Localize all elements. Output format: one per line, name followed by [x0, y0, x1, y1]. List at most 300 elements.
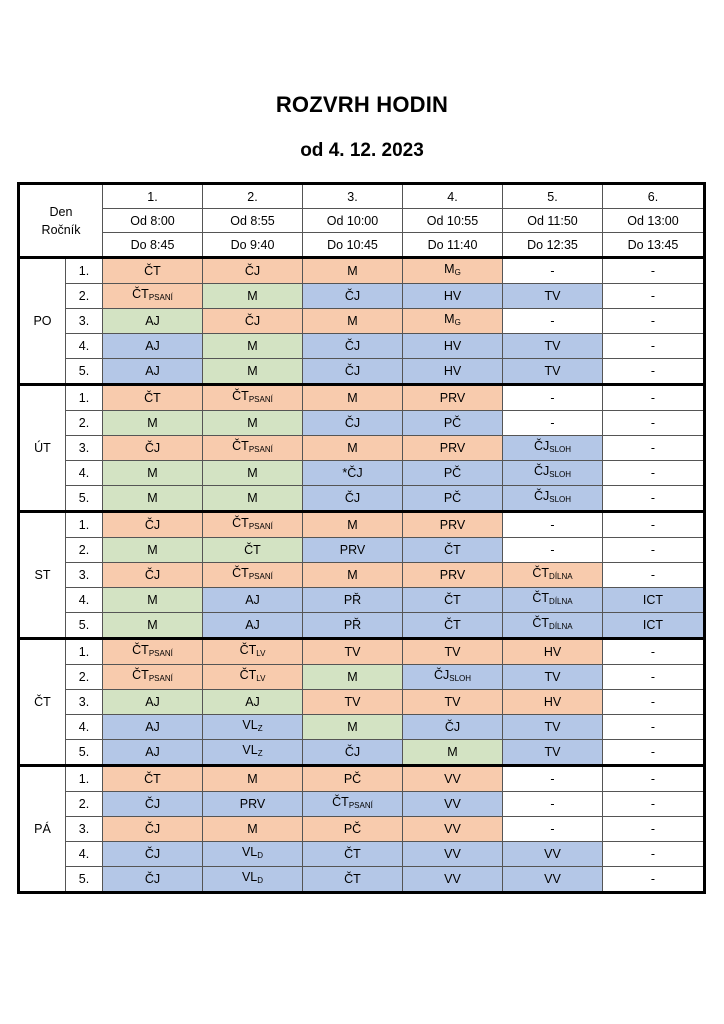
header-row-start	[19, 209, 705, 233]
period-number: 4.	[403, 184, 503, 209]
lesson-cell	[203, 665, 303, 690]
lesson-cell	[303, 639, 403, 665]
subject-label: ČJ	[433, 668, 450, 682]
subject-label: AJ	[145, 695, 160, 709]
lesson-cell	[303, 792, 403, 817]
lesson-cell	[603, 359, 705, 385]
lesson-cell	[403, 740, 503, 766]
lesson-cell	[503, 486, 603, 512]
lesson-cell	[603, 258, 705, 284]
lesson-cell	[403, 613, 503, 639]
subject-label: ČT	[332, 795, 349, 809]
period-end: Do 11:40	[403, 233, 503, 258]
lesson-cell	[203, 436, 303, 461]
subject-label: PČ	[443, 491, 462, 505]
subject-label: -	[650, 491, 656, 505]
lesson-cell	[403, 359, 503, 385]
lesson-cell	[603, 512, 705, 538]
lesson-cell	[203, 792, 303, 817]
subject-label: ČT	[239, 643, 257, 657]
subject-subscript: DÍLNA	[549, 622, 573, 631]
period-number: 3.	[303, 184, 403, 209]
period-start: Od 10:00	[303, 209, 403, 233]
subject-label: ČT	[239, 668, 257, 682]
grade-label: 2.	[66, 284, 103, 309]
subject-label: M	[347, 441, 358, 455]
lesson-cell	[603, 639, 705, 665]
lesson-cell	[103, 665, 203, 690]
subject-subscript: PSANÍ	[348, 801, 373, 810]
lesson-cell	[203, 867, 303, 893]
grade-label: 1.	[66, 258, 103, 284]
lesson-cell	[603, 842, 705, 867]
subject-label: M	[247, 289, 258, 303]
subject-label: ČJ	[533, 464, 550, 478]
page-title: ROZVRH HODIN	[275, 92, 449, 117]
subject-label: -	[550, 518, 555, 532]
day-label: PÁ	[19, 766, 66, 893]
page-subtitle: od 4. 12. 2023	[300, 140, 424, 161]
lesson-cell	[203, 486, 303, 512]
subject-label: -	[550, 391, 555, 405]
subject-label: -	[650, 289, 656, 303]
lesson-cell	[503, 867, 603, 893]
lesson-cell	[503, 665, 603, 690]
lesson-cell	[503, 613, 603, 639]
lesson-cell	[403, 385, 503, 411]
subject-label: M	[347, 264, 358, 278]
period-start: Od 8:55	[203, 209, 303, 233]
lesson-cell	[403, 411, 503, 436]
lesson-cell	[103, 690, 203, 715]
subject-subscript: DÍLNA	[549, 572, 573, 581]
subject-label: ČT	[532, 616, 550, 630]
lesson-row	[19, 766, 705, 792]
subject-subscript: SLOH	[449, 674, 472, 683]
subject-label: M	[247, 416, 258, 430]
lesson-cell	[203, 512, 303, 538]
subject-label: PŘ	[343, 593, 362, 607]
grade-label: 5.	[66, 613, 103, 639]
subject-label: -	[650, 772, 656, 786]
day-label: ST	[19, 512, 66, 639]
lesson-cell	[303, 309, 403, 334]
lesson-cell	[603, 867, 705, 893]
lesson-cell	[103, 486, 203, 512]
lesson-cell	[203, 411, 303, 436]
subject-label: HV	[443, 339, 462, 353]
period-end: Do 12:35	[503, 233, 603, 258]
corner-cell	[19, 184, 103, 258]
subject-label: ČJ	[344, 416, 361, 430]
lesson-row	[19, 512, 705, 538]
subject-label: -	[550, 264, 555, 278]
subject-label: -	[650, 847, 656, 861]
lesson-cell	[103, 411, 203, 436]
subject-label: TV	[544, 670, 561, 684]
lesson-row	[19, 740, 705, 766]
subject-label: AJ	[245, 593, 260, 607]
subject-label: ČT	[344, 872, 361, 886]
grade-label: 4.	[66, 842, 103, 867]
lesson-cell	[603, 486, 705, 512]
subject-label: -	[650, 670, 656, 684]
subject-label: -	[550, 822, 555, 836]
lesson-cell	[403, 563, 503, 588]
lesson-cell	[403, 690, 503, 715]
lesson-cell	[603, 613, 705, 639]
subject-label: ČT	[144, 772, 161, 786]
subject-subscript: SLOH	[549, 445, 572, 454]
grade-label: 4.	[66, 588, 103, 613]
lesson-cell	[203, 538, 303, 563]
lesson-cell	[303, 334, 403, 359]
lesson-row	[19, 258, 705, 284]
subject-label: TV	[444, 695, 461, 709]
lesson-cell	[603, 436, 705, 461]
subject-subscript: PSANÍ	[248, 522, 273, 531]
subject-label: PRV	[439, 518, 466, 532]
lesson-cell	[503, 461, 603, 486]
subject-label: AJ	[245, 695, 260, 709]
lesson-row	[19, 486, 705, 512]
lesson-cell	[603, 309, 705, 334]
subject-label: ČJ	[144, 847, 161, 861]
subject-subscript: SLOH	[549, 470, 572, 479]
period-number: 6.	[603, 184, 705, 209]
period-number: 5.	[503, 184, 603, 209]
lesson-row	[19, 690, 705, 715]
lesson-cell	[203, 258, 303, 284]
subject-label: -	[550, 772, 555, 786]
subject-label: AJ	[145, 339, 160, 353]
period-end: Do 13:45	[603, 233, 705, 258]
lesson-cell	[203, 842, 303, 867]
lesson-cell	[103, 512, 203, 538]
subject-label: PRV	[439, 391, 466, 405]
subject-label: HV	[543, 645, 562, 659]
lesson-cell	[203, 334, 303, 359]
lesson-row	[19, 538, 705, 563]
lesson-cell	[603, 766, 705, 792]
subject-label: M	[347, 391, 358, 405]
subject-label: *ČJ	[342, 466, 363, 480]
subject-subscript: LV	[256, 674, 266, 683]
period-number: 1.	[103, 184, 203, 209]
lesson-cell	[103, 715, 203, 740]
subject-label: M	[347, 314, 358, 328]
subject-label: AJ	[145, 364, 160, 378]
lesson-cell	[503, 842, 603, 867]
subject-subscript: PSANÍ	[148, 649, 173, 658]
grade-label: 1.	[66, 512, 103, 538]
subject-label: VV	[544, 847, 561, 861]
period-end: Do 9:40	[203, 233, 303, 258]
day-label: ÚT	[19, 385, 66, 512]
grade-label: 2.	[66, 411, 103, 436]
lesson-cell	[203, 817, 303, 842]
lesson-cell	[403, 461, 503, 486]
subject-label: ČJ	[344, 289, 361, 303]
subject-label: -	[550, 543, 555, 557]
subject-label: ČT	[444, 543, 461, 557]
period-start: Od 11:50	[503, 209, 603, 233]
subject-label: TV	[544, 720, 561, 734]
subject-label: VV	[444, 822, 461, 836]
period-start: Od 10:55	[403, 209, 503, 233]
period-start: Od 13:00	[603, 209, 705, 233]
grade-label: 3.	[66, 563, 103, 588]
lesson-cell	[503, 258, 603, 284]
subject-label: M	[347, 720, 358, 734]
subject-label: TV	[344, 645, 361, 659]
subject-label: ICT	[642, 593, 664, 607]
lesson-cell	[603, 792, 705, 817]
subject-label: ČJ	[344, 364, 361, 378]
lesson-row	[19, 613, 705, 639]
subject-label: -	[650, 264, 656, 278]
subject-label: HV	[443, 364, 462, 378]
lesson-cell	[503, 385, 603, 411]
lesson-row	[19, 715, 705, 740]
subject-label: -	[650, 745, 656, 759]
lesson-cell	[103, 538, 203, 563]
lesson-cell	[303, 588, 403, 613]
corner-day-label: Den	[49, 204, 73, 219]
subject-label: ČT	[444, 618, 461, 632]
lesson-row	[19, 334, 705, 359]
subject-label: M	[247, 466, 258, 480]
lesson-cell	[103, 867, 203, 893]
lesson-cell	[303, 740, 403, 766]
lesson-cell	[103, 842, 203, 867]
subject-label: ČJ	[144, 822, 161, 836]
subject-label: PRV	[439, 568, 466, 582]
grade-label: 1.	[66, 766, 103, 792]
lesson-cell	[403, 766, 503, 792]
subject-label: -	[650, 339, 656, 353]
subject-label: TV	[544, 289, 561, 303]
subject-label: HV	[443, 289, 462, 303]
lesson-cell	[203, 639, 303, 665]
lesson-cell	[103, 817, 203, 842]
grade-label: 1.	[66, 639, 103, 665]
lesson-cell	[303, 385, 403, 411]
lesson-cell	[303, 665, 403, 690]
lesson-cell	[503, 359, 603, 385]
lesson-cell	[103, 258, 203, 284]
lesson-cell	[303, 867, 403, 893]
subject-label: PŘ	[343, 618, 362, 632]
lesson-cell	[303, 715, 403, 740]
subject-label: VV	[444, 797, 461, 811]
lesson-row	[19, 792, 705, 817]
subject-label: AJ	[145, 314, 160, 328]
subject-label: VL	[242, 718, 258, 732]
lesson-cell	[103, 639, 203, 665]
subject-label: -	[650, 822, 656, 836]
lesson-cell	[603, 563, 705, 588]
subject-label: TV	[344, 695, 361, 709]
subject-label: M	[247, 339, 258, 353]
subject-label: ČJ	[444, 720, 461, 734]
subject-label: TV	[544, 745, 561, 759]
lesson-cell	[503, 563, 603, 588]
subject-subscript: DÍLNA	[549, 597, 573, 606]
grade-label: 5.	[66, 740, 103, 766]
subject-label: M	[447, 745, 458, 759]
subject-label: PČ	[443, 466, 462, 480]
subject-label: VV	[444, 872, 461, 886]
subject-label: ČJ	[244, 314, 261, 328]
subject-label: M	[147, 543, 158, 557]
lesson-row	[19, 842, 705, 867]
lesson-cell	[103, 563, 203, 588]
subject-label: ČT	[132, 643, 149, 657]
subject-label: -	[650, 695, 656, 709]
lesson-cell	[303, 842, 403, 867]
subject-label: M	[147, 491, 158, 505]
subject-label: M	[147, 466, 158, 480]
subject-label: ČJ	[533, 489, 550, 503]
lesson-cell	[403, 817, 503, 842]
lesson-cell	[603, 461, 705, 486]
lesson-cell	[203, 359, 303, 385]
subject-label: ČJ	[344, 339, 361, 353]
corner-grade-label: Ročník	[41, 222, 81, 237]
lesson-cell	[303, 817, 403, 842]
lesson-cell	[503, 690, 603, 715]
lesson-cell	[203, 613, 303, 639]
subject-label: ČJ	[244, 264, 261, 278]
subject-subscript: D	[257, 851, 264, 860]
subject-label: M	[347, 518, 358, 532]
lesson-cell	[603, 715, 705, 740]
subject-label: M	[147, 593, 158, 607]
subject-label: -	[650, 543, 656, 557]
subject-subscript: D	[257, 876, 264, 885]
subject-label: VL	[241, 845, 258, 859]
header-row-end	[19, 233, 705, 258]
lesson-cell	[503, 639, 603, 665]
subject-label: ČJ	[144, 872, 161, 886]
subject-label: TV	[544, 364, 561, 378]
lesson-cell	[603, 411, 705, 436]
lesson-cell	[403, 588, 503, 613]
subject-label: VL	[241, 870, 258, 884]
subject-label: -	[550, 416, 555, 430]
subject-label: VV	[444, 847, 461, 861]
lesson-cell	[403, 284, 503, 309]
lesson-cell	[603, 740, 705, 766]
lesson-cell	[603, 538, 705, 563]
subject-label: -	[650, 466, 656, 480]
grade-label: 2.	[66, 538, 103, 563]
subject-subscript: G	[454, 268, 461, 277]
subject-label: M	[247, 772, 258, 786]
lesson-row	[19, 563, 705, 588]
lesson-row	[19, 639, 705, 665]
lesson-cell	[503, 284, 603, 309]
subject-label: M	[247, 491, 258, 505]
lesson-cell	[103, 740, 203, 766]
period-end: Do 10:45	[303, 233, 403, 258]
lesson-cell	[103, 334, 203, 359]
lesson-cell	[303, 486, 403, 512]
period-end: Do 8:45	[103, 233, 203, 258]
grade-label: 5.	[66, 867, 103, 893]
subject-label: VL	[242, 743, 258, 757]
lesson-row	[19, 385, 705, 411]
lesson-cell	[503, 792, 603, 817]
day-label: PO	[19, 258, 66, 385]
subject-label: -	[650, 518, 656, 532]
lesson-cell	[203, 715, 303, 740]
subject-subscript: G	[454, 318, 461, 327]
lesson-cell	[403, 639, 503, 665]
lesson-cell	[303, 258, 403, 284]
subject-label: ICT	[642, 618, 664, 632]
lesson-cell	[103, 588, 203, 613]
lesson-cell	[503, 588, 603, 613]
lesson-cell	[303, 563, 403, 588]
lesson-cell	[603, 665, 705, 690]
lesson-row	[19, 309, 705, 334]
subject-subscript: LV	[256, 649, 266, 658]
subject-label: -	[650, 364, 656, 378]
subject-label: M	[444, 312, 455, 326]
subject-label: AJ	[145, 745, 160, 759]
subject-label: ČJ	[144, 797, 161, 811]
lesson-cell	[103, 461, 203, 486]
grade-label: 2.	[66, 792, 103, 817]
grade-label: 3.	[66, 817, 103, 842]
lesson-cell	[403, 842, 503, 867]
grade-label: 3.	[66, 690, 103, 715]
subject-label: -	[550, 314, 555, 328]
lesson-row	[19, 461, 705, 486]
subject-label: -	[650, 314, 656, 328]
lesson-cell	[403, 867, 503, 893]
subject-label: ČT	[144, 264, 161, 278]
subject-label: ČT	[444, 593, 461, 607]
lesson-cell	[303, 766, 403, 792]
subject-label: PČ	[343, 822, 362, 836]
lesson-cell	[603, 334, 705, 359]
lesson-cell	[103, 436, 203, 461]
lesson-cell	[603, 817, 705, 842]
lesson-cell	[603, 385, 705, 411]
lesson-cell	[603, 284, 705, 309]
lesson-cell	[103, 766, 203, 792]
subject-label: ČT	[532, 566, 550, 580]
lesson-cell	[203, 284, 303, 309]
lesson-cell	[503, 309, 603, 334]
lesson-cell	[503, 538, 603, 563]
subject-label: VV	[544, 872, 561, 886]
grade-label: 2.	[66, 665, 103, 690]
lesson-cell	[503, 512, 603, 538]
lesson-cell	[303, 436, 403, 461]
subject-label: ČT	[132, 668, 149, 682]
subject-label: ČT	[344, 847, 361, 861]
lesson-row	[19, 588, 705, 613]
subject-subscript: Z	[257, 749, 263, 758]
subject-label: ČT	[144, 391, 161, 405]
lesson-cell	[203, 309, 303, 334]
subject-subscript: PSANÍ	[148, 293, 173, 302]
subject-label: -	[650, 720, 656, 734]
